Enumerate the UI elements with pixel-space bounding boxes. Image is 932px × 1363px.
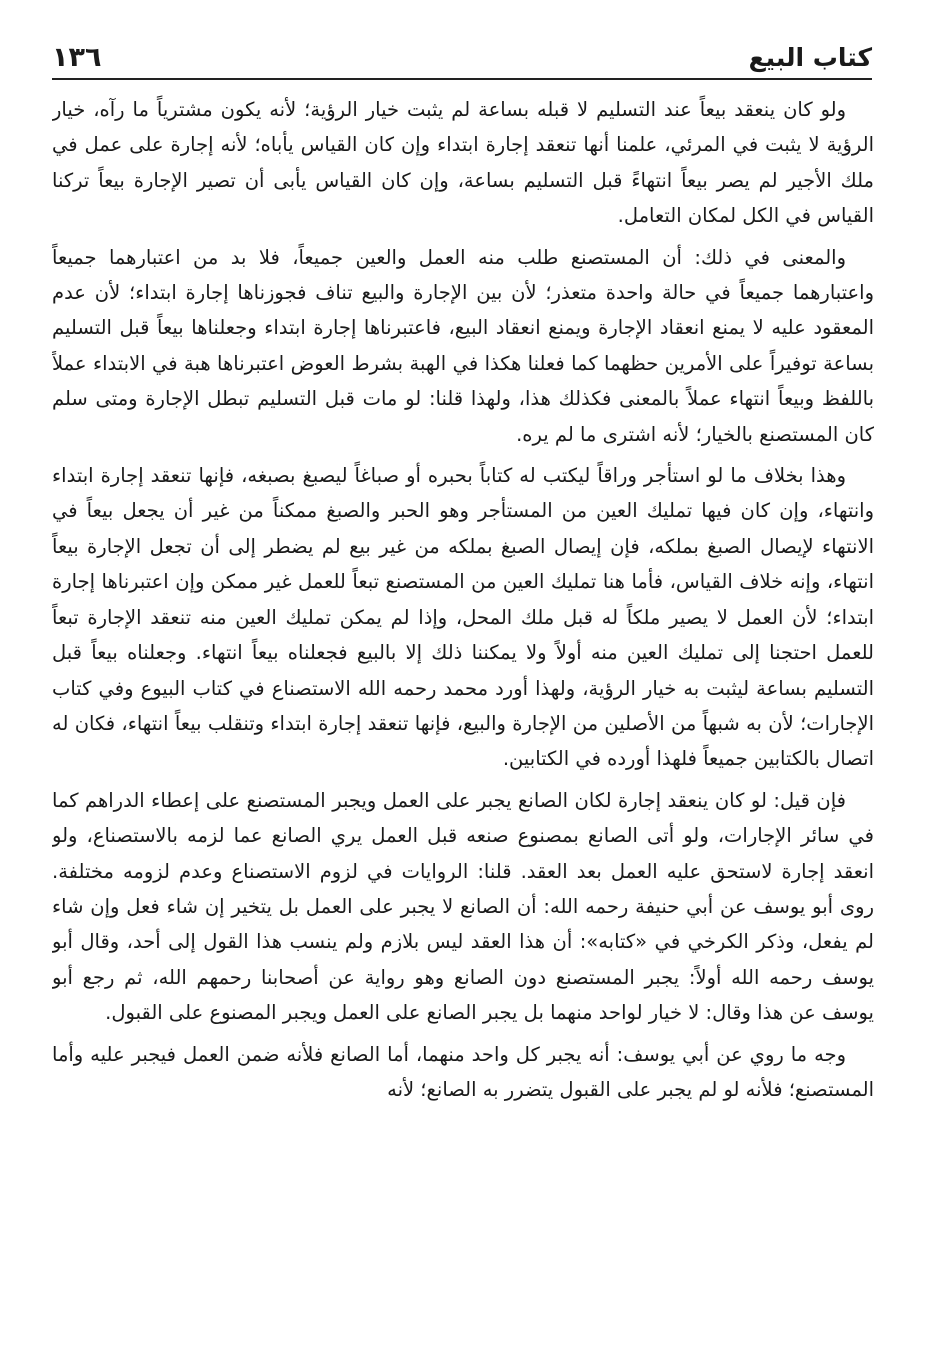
page-number: ١٣٦ xyxy=(52,42,102,73)
paragraph-5: وجه ما روي عن أبي يوسف: أنه يجبر كل واحد منهما، أما الصانع فلأنه ضمن العمل فيجبر عليه وأما المستصنع؛ فلأنه لو لم يجبر على القبول يتضرر به الصانع؛ لأنه xyxy=(52,1042,874,1101)
page-header xyxy=(52,38,872,80)
paragraph-1: ولو كان ينعقد بيعاً عند التسليم لا قبله بساعة لم يثبت خيار الرؤية؛ لأنه يكون مشترياً ما رآه، خيار الرؤية لا يثبت في المرئي، علمنا أنها تنعقد إجارة ابتداء وإن كان القياس يأباه؛ لأنه إجارة على عمل في ملك الأجير لم يصر بيعاً انتهاءً قبل التسليم بساعة، وإن كان القياس يأبى أن تصير الإجارة بيعاً تركنا القياس في الكل لمكان التعامل. xyxy=(52,98,874,228)
paragraph-3: وهذا بخلاف ما لو استأجر وراقاً ليكتب له كتاباً بحبره أو صباغاً ليصبغ بصبغه، فإنها تنعقد إجارة ابتداء وانتهاء، وإن كان فيها تمليك العين من المستأجر وهو الحبر والصبغ ممكناً من غير أن يجعل بيعاً في الانتهاء لإيصال الصبغ بملكه، فإن إيصال الصبغ بملكه من غير بيع لم يضطر إلى أن تجعل الإجارة بيعاً انتهاء، وإنه خلاف القياس، فأما هنا تمليك العين من المستصنع تبعاً للعمل غير ممكن وإن اعتبرناها إجارة ابتداء؛ لأن العمل لا يصير ملكاً له قبل ملك المحل، وإذا لم يمكن تمليك العين منه تنعقد الإجارة تبعاً للعمل احتجنا إلى تمليك العين منه أولاً ولا يمكننا ذلك إلا بالبيع فجعلناه بيعاً انتهاء. وجعلناه بيعاً قبل التسليم بساعة ليثبت به خيار الرؤية، ولهذا أورد محمد رحمه الله الاستصناع في كتاب البيوع وفي كتاب الإجارات؛ لأن به شبهاً من الأصلين من الإجارة والبيع، فإنها تنعقد إجارة ابتداء وتنقلب بيعاً انتهاء، فكان له اتصال بالكتابين جميعاً فلهذا أورده في الكتابين. xyxy=(52,464,874,771)
paragraph-4: فإن قيل: لو كان ينعقد إجارة لكان الصانع يجبر على العمل ويجبر المستصنع على إعطاء الدراهم كما في سائر الإجارات، ولو أتى الصانع بمصنوع صنعه قبل العمل يري الصانع عما لزمه بالاستصناع، ولو انعقد إجارة لاستحق عليه العمل بعد العقد. قلنا: الروايات في لزوم الاستصناع وعدم لزومه مختلفة. روى أبو يوسف عن أبي حنيفة رحمه الله: أن الصانع لا يجبر على العمل بل يتخير إن شاء فعل وإن شاء لم يفعل، وذكر الكرخي في «كتابه»: أن هذا العقد ليس بلازم ولم ينسب هذا القول إلى أحد، وقال أبو يوسف رحمه الله أولاً: يجبر المستصنع دون الصانع وهو رواية عن أصحابنا رحمهم الله، ثم رجع أبو يوسف عن هذا وقال: لا خيار لواحد منهما بل يجبر الصانع على العمل ويجبر المصنوع على القبول. xyxy=(52,788,874,1025)
running-title: كتاب البيع xyxy=(748,43,872,72)
paragraph-2: والمعنى في ذلك: أن المستصنع طلب منه العمل والعين جميعاً، فلا بد من اعتبارهما جميعاً واعتبارهما جميعاً في حالة واحدة متعذر؛ لأن بين الإجارة والبيع تناف فجوزناها إجارة ابتداء؛ لأن عدم المعقود عليه لا يمنع انعقاد الإجارة ويمنع انعقاد البيع، فاعتبرناها إجارة ابتداء وجعلناها بيعاً قبل التسليم بساعة توفيراً على الأمرين حظهما كما فعلنا هكذا في الهبة بشرط العوض اعتبرناها هبة في الابتداء عملاً باللفظ وبيعاً انتهاء عملاً بالمعنى فكذلك هذا، ولهذا قلنا: لو مات قبل التسليم تبطل الإجارة ومتى سلم كان المستصنع بالخيار؛ لأنه اشترى ما لم يره. xyxy=(52,245,874,446)
body-text xyxy=(52,92,874,1354)
